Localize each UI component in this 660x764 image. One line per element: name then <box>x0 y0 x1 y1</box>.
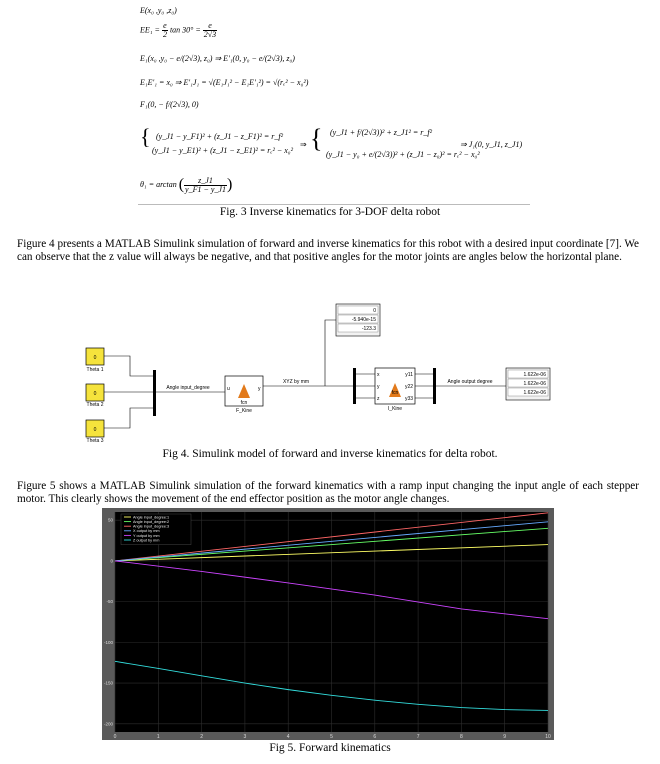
frac-den: y_F1 − y_J1 <box>185 184 226 194</box>
x-tick-label: 3 <box>243 734 247 740</box>
const-value-3: 0 <box>93 427 97 433</box>
eq-system-line2: (y_J1 − y_E1)² + (z_J1 − z_E1)² = rₑ² − x₀² <box>152 146 293 155</box>
paragraph-fig4-intro: Figure 4 presents a MATLAB Simulink simulation of forward and inverse kinematics for this robot with a desired input coordinate [7]. We can observe that the z value will always be negative, and that positive angles for the motor joints are angles below the horizontal plane. <box>17 238 639 264</box>
display-angle2-value: 1.622e-06 <box>523 381 546 387</box>
demux-block[interactable] <box>353 368 356 404</box>
signal-theta1 <box>104 356 153 376</box>
ikine-port-y: y <box>377 384 380 390</box>
x-tick-label: 8 <box>460 734 463 740</box>
x-tick-label: 10 <box>545 734 551 740</box>
paragraph-fig5-intro: Figure 5 shows a MATLAB Simulink simulation of the forward kinematics with a ramp input changing the input angle of each stepper motor. This clearly shows the movement of the end effector position as the motor angle changes. <box>17 480 639 506</box>
x-tick-label: 5 <box>330 734 333 740</box>
theta3-label: Theta 3 <box>86 438 104 444</box>
legend-entry: Angle input_degree:3 <box>133 524 170 529</box>
angle-input-label: Angle input_degree <box>166 385 210 391</box>
mux-block[interactable] <box>153 370 156 416</box>
ikine-port-y22: y22 <box>404 384 413 390</box>
ikine-port-y33: y33 <box>404 396 413 402</box>
mux-block-2[interactable] <box>433 368 436 404</box>
frac-den: 2√3 <box>203 30 217 39</box>
equation-f1: F₁(0, − f/(2√3), 0) <box>140 100 199 109</box>
figure-rule <box>138 204 530 205</box>
equation-e1e1-prime: E₁E'₁ = x₀ ⇒ E'₁J₁ = √(E₁J₁² − E₁E'₁²) = √(rₑ² − x₀²) <box>140 78 309 87</box>
y-tick-label: 50 <box>107 517 113 523</box>
legend-entry: Angle input_degree:2 <box>133 520 170 524</box>
legend-entry: Angle input_degree:1 <box>133 515 170 520</box>
fkine-fcn: fcn <box>240 400 248 406</box>
y-tick-label: -50 <box>106 599 113 605</box>
caption-fig5: Fig 5. Forward kinematics <box>269 742 391 754</box>
ikine-port-x: x <box>377 372 380 378</box>
legend-entry: Z output by mm <box>133 538 160 543</box>
frac-num: e <box>163 21 167 30</box>
chart-legend <box>121 514 191 545</box>
x-tick-label: 2 <box>200 734 203 740</box>
equation-theta1: θ₁ = arctan ( $\frac{z\_J1}{y\_F1 - y\_J1}$ ) <box>140 175 233 194</box>
y-tick-label: -150 <box>103 680 113 686</box>
eq-system-line4: (y_J1 − y₀ + e/(2√3))² + (z_J1 − z₀)² = rₑ² − x₀² <box>326 150 480 159</box>
x-tick-label: 6 <box>373 734 377 740</box>
ikine-port-y11: y11 <box>405 372 413 378</box>
signal-branch-display <box>325 320 336 386</box>
frac-num: z_J1 <box>184 177 227 186</box>
y-tick-label: -100 <box>103 639 113 645</box>
eq-j1: ⇒ J₁(0, y_J1, z_J1) <box>460 140 523 149</box>
equation-ee1 <box>140 22 217 39</box>
display-angle1-value: 1.622e-06 <box>523 372 546 378</box>
eq-ee1-lhs: EE₁ = <box>140 25 162 35</box>
x-tick-label: 7 <box>416 734 420 740</box>
display-x-value: 0 <box>373 308 376 314</box>
ikine-fcn: fcn <box>391 390 399 396</box>
y-tick-label: -200 <box>103 721 113 727</box>
eq-frac <box>184 177 227 194</box>
eq-system-line3: (y_J1 + f/(2√3))² + z_J1² = r_f² <box>330 128 432 137</box>
equation-e-point: E(x₀ ,y₀ ,z₀) <box>140 6 177 15</box>
legend-entry: Y output by mm <box>133 533 160 538</box>
forward-kinematics-chart <box>102 508 554 740</box>
simulink-diagram <box>70 298 570 444</box>
eq-frac <box>203 22 217 39</box>
display-field <box>338 306 378 314</box>
display-y-value: -5.940e-15 <box>351 317 376 323</box>
frac-num: e <box>203 22 217 31</box>
display-z-value: -123.3 <box>361 326 376 332</box>
implies-arrow: ⇒ <box>300 140 307 149</box>
caption-fig4: Fig 4. Simulink model of forward and inverse kinematics for delta robot. <box>162 448 498 460</box>
left-brace-2: { <box>310 124 323 153</box>
equation-system <box>140 126 540 166</box>
const-value-2: 0 <box>93 391 97 397</box>
signal-theta3 <box>104 408 153 428</box>
x-tick-label: 9 <box>503 734 507 740</box>
theta1-label: Theta 1 <box>86 367 104 373</box>
fkine-name: F_Kine <box>236 408 252 414</box>
equation-e1-prime: E₁(x₀ ,y₀ − e/(2√3), z₀) ⇒ E'₁(0, y₀ − e/(2√3), z₀) <box>140 54 295 63</box>
ikine-port-z: z <box>377 396 380 402</box>
y-tick-label: 0 <box>110 558 113 564</box>
caption-fig3: Fig. 3 Inverse kinematics for 3-DOF delta robot <box>219 206 441 218</box>
frac-den: 2 <box>162 30 167 39</box>
angle-output-label: Angle output degree <box>447 379 493 385</box>
ikine-name: I_Kine <box>387 406 403 412</box>
fkine-port-y: y <box>258 386 261 392</box>
fkine-port-u: u <box>227 386 230 392</box>
theta2-label: Theta 2 <box>86 402 104 408</box>
eq-theta-lhs: θ₁ = arctan <box>140 179 177 189</box>
x-tick-label: 0 <box>113 734 117 740</box>
x-tick-label: 1 <box>156 734 160 740</box>
left-brace: { <box>140 124 151 149</box>
xyz-label: XYZ by mm <box>282 379 310 385</box>
eq-frac <box>162 22 168 39</box>
const-value-1: 0 <box>93 355 97 361</box>
display-angle3-value: 1.622e-06 <box>523 390 546 396</box>
x-tick-label: 4 <box>286 734 290 740</box>
eq-ee1-mid: tan 30° = <box>169 25 203 35</box>
legend-entry: X output by mm <box>133 529 160 534</box>
eq-system-line1: (y_J1 − y_F1)² + (z_J1 − z_F1)² = r_f² <box>156 132 283 141</box>
